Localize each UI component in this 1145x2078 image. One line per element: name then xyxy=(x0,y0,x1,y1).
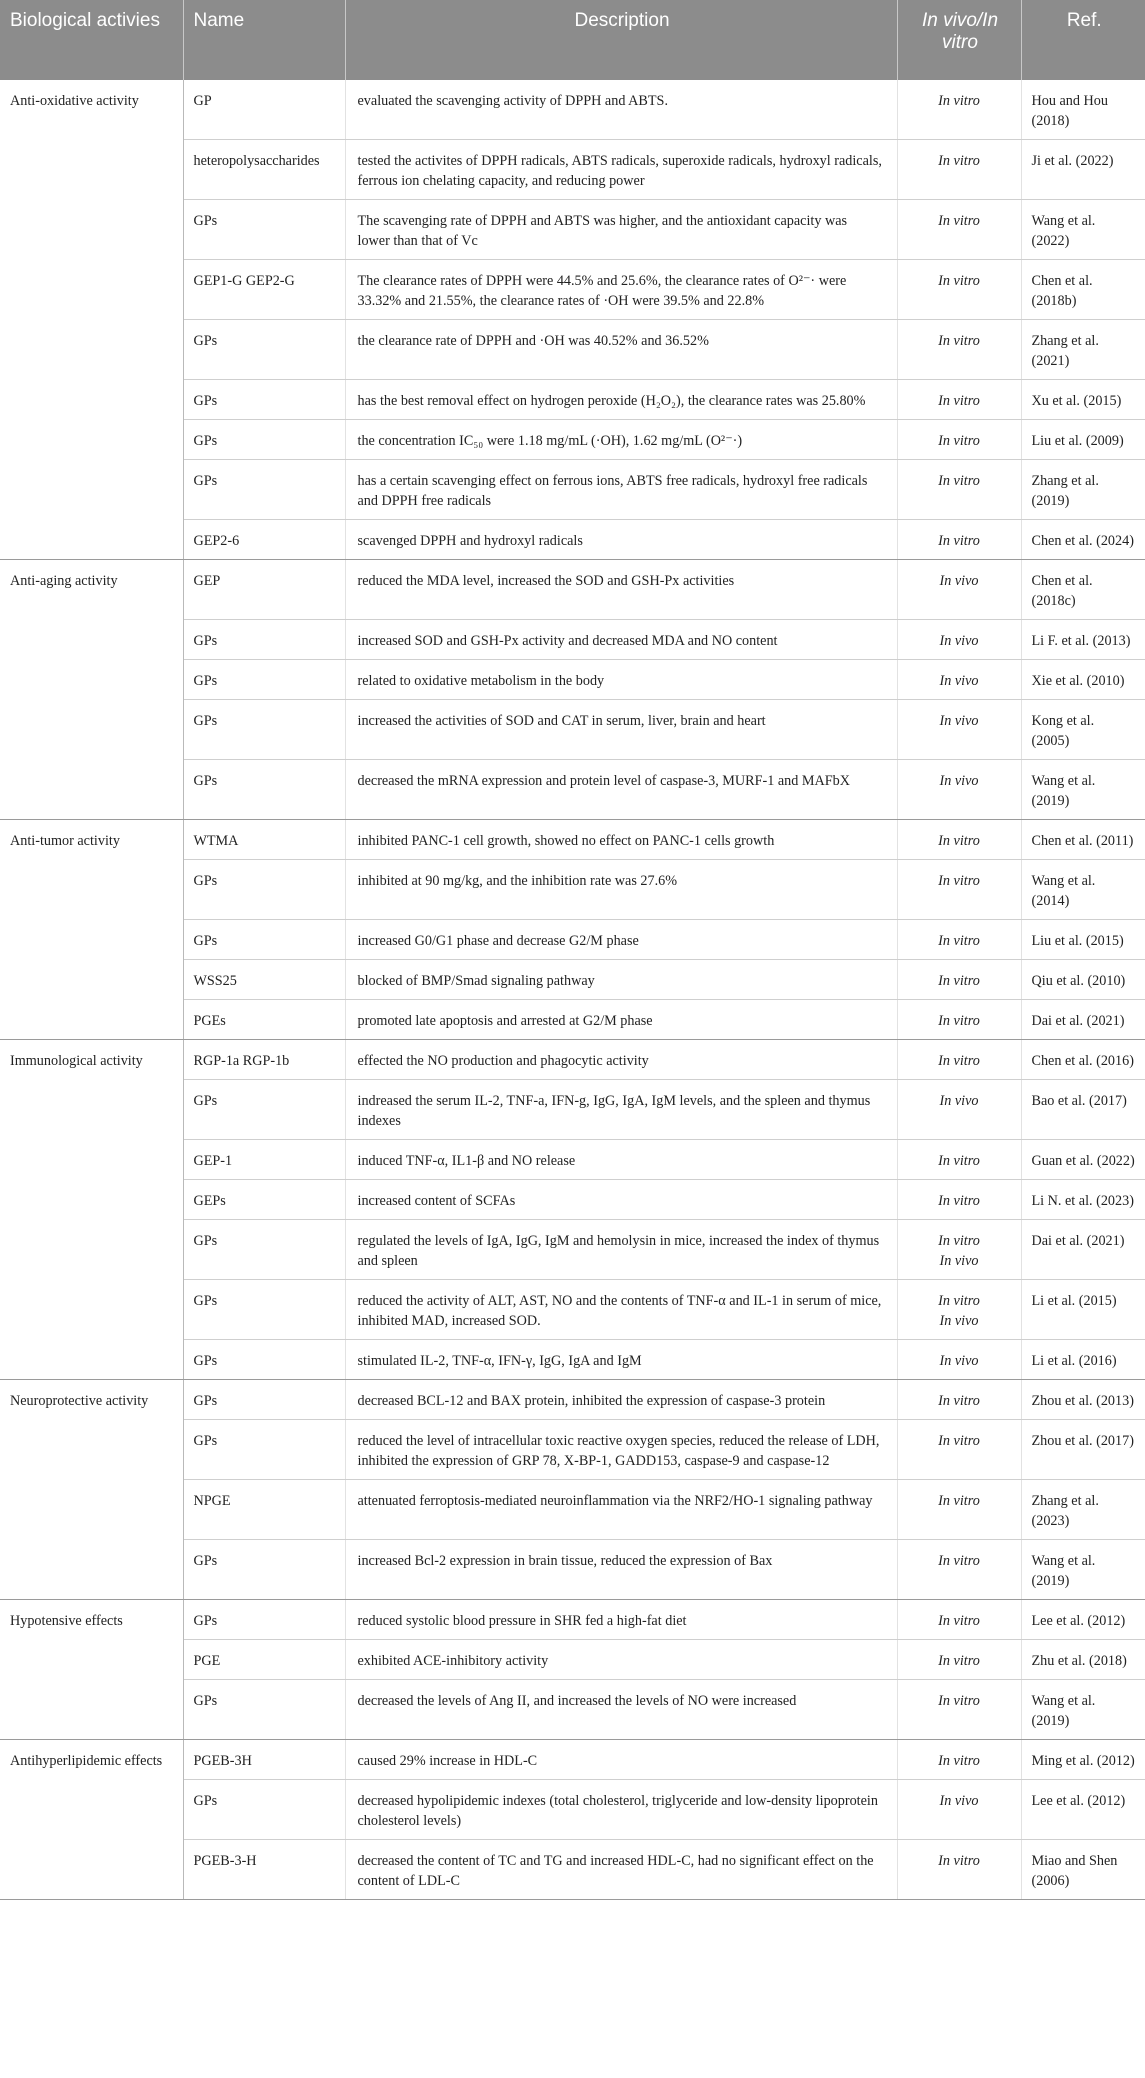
name-cell: GEPs xyxy=(183,1180,345,1220)
name-cell: GPs xyxy=(183,920,345,960)
description-cell: evaluated the scavenging activity of DPPH and ABTS. xyxy=(345,80,897,140)
reference-cell: Chen et al. (2024) xyxy=(1021,520,1145,560)
study-type: In vitro xyxy=(938,1193,980,1209)
description-cell: The scavenging rate of DPPH and ABTS was higher, and the antioxidant capacity was lower than that of Vc xyxy=(345,200,897,260)
invivo-cell xyxy=(897,520,1021,560)
table-row xyxy=(0,80,1145,140)
table-row xyxy=(0,560,1145,620)
name-cell: GPs xyxy=(183,1380,345,1420)
name-cell: PGE xyxy=(183,1640,345,1680)
name-cell: GPs xyxy=(183,1540,345,1600)
invivo-cell xyxy=(897,760,1021,820)
description-cell: reduced systolic blood pressure in SHR fed a high-fat diet xyxy=(345,1600,897,1640)
category-cell: Anti-oxidative activity xyxy=(0,80,183,560)
description-cell: reduced the activity of ALT, AST, NO and the contents of TNF-α and IL-1 in serum of mice, inhibited MAD, increased SOD. xyxy=(345,1280,897,1340)
study-type: In vitro xyxy=(938,1433,980,1449)
reference-cell: Wang et al. (2019) xyxy=(1021,760,1145,820)
study-type: In vitro xyxy=(938,873,980,889)
study-type: In vitro xyxy=(938,93,980,109)
study-type: In vitro xyxy=(938,393,980,409)
invivo-cell xyxy=(897,660,1021,700)
invivo-cell xyxy=(897,1780,1021,1840)
reference-cell: Wang et al. (2019) xyxy=(1021,1680,1145,1740)
description-cell: increased the activities of SOD and CAT in serum, liver, brain and heart xyxy=(345,700,897,760)
reference-cell: Chen et al. (2018b) xyxy=(1021,260,1145,320)
study-type: In vitro xyxy=(938,1853,980,1869)
description-cell: increased Bcl-2 expression in brain tissue, reduced the expression of Bax xyxy=(345,1540,897,1600)
invivo-cell xyxy=(897,1000,1021,1040)
category-cell: Anti-tumor activity xyxy=(0,820,183,1040)
name-cell: GEP1-G GEP2-G xyxy=(183,260,345,320)
invivo-cell xyxy=(897,420,1021,460)
invivo-cell xyxy=(897,1540,1021,1600)
name-cell: GPs xyxy=(183,700,345,760)
description-cell: has the best removal effect on hydrogen peroxide (H₂O₂), the clearance rates was 25.80% xyxy=(345,380,897,420)
reference-cell: Chen et al. (2011) xyxy=(1021,820,1145,860)
name-cell: PGEB-3-H xyxy=(183,1840,345,1900)
table-row xyxy=(0,1040,1145,1080)
header-name: Name xyxy=(183,0,345,80)
name-cell: PGEB-3H xyxy=(183,1740,345,1780)
name-cell: GPs xyxy=(183,1080,345,1140)
invivo-cell xyxy=(897,620,1021,660)
reference-cell: Xu et al. (2015) xyxy=(1021,380,1145,420)
reference-cell: Hou and Hou (2018) xyxy=(1021,80,1145,140)
description-cell: scavenged DPPH and hydroxyl radicals xyxy=(345,520,897,560)
category-cell: Immunological activity xyxy=(0,1040,183,1380)
description-cell: increased G0/G1 phase and decrease G2/M phase xyxy=(345,920,897,960)
invivo-cell xyxy=(897,380,1021,420)
invivo-cell xyxy=(897,860,1021,920)
study-type: In vivo xyxy=(939,673,979,689)
name-cell: GPs xyxy=(183,620,345,660)
name-cell: GPs xyxy=(183,1420,345,1480)
reference-cell: Zhang et al. (2021) xyxy=(1021,320,1145,380)
reference-cell: Miao and Shen (2006) xyxy=(1021,1840,1145,1900)
study-type: In vitro xyxy=(938,1233,980,1249)
category-cell: Neuroprotective activity xyxy=(0,1380,183,1600)
name-cell: GPs xyxy=(183,1600,345,1640)
name-cell: RGP-1a RGP-1b xyxy=(183,1040,345,1080)
name-cell: GPs xyxy=(183,1780,345,1840)
name-cell: WTMA xyxy=(183,820,345,860)
study-type: In vivo xyxy=(939,1353,979,1369)
name-cell: GPs xyxy=(183,1680,345,1740)
study-type: In vivo xyxy=(939,633,979,649)
study-type: In vitro xyxy=(938,533,980,549)
invivo-cell xyxy=(897,140,1021,200)
name-cell: GPs xyxy=(183,320,345,380)
reference-cell: Wang et al. (2019) xyxy=(1021,1540,1145,1600)
reference-cell: Ming et al. (2012) xyxy=(1021,1740,1145,1780)
study-type: In vivo xyxy=(939,1313,979,1329)
reference-cell: Kong et al. (2005) xyxy=(1021,700,1145,760)
description-cell: has a certain scavenging effect on ferrous ions, ABTS free radicals, hydroxyl free radicals and DPPH free radicals xyxy=(345,460,897,520)
description-cell: attenuated ferroptosis-mediated neuroinflammation via the NRF2/HO-1 signaling pathway xyxy=(345,1480,897,1540)
reference-cell: Li et al. (2015) xyxy=(1021,1280,1145,1340)
invivo-cell xyxy=(897,260,1021,320)
invivo-cell xyxy=(897,1640,1021,1680)
category-cell: Antihyperlipidemic effects xyxy=(0,1740,183,1900)
study-type: In vitro xyxy=(938,213,980,229)
study-type: In vitro xyxy=(938,1753,980,1769)
study-type: In vitro xyxy=(938,1053,980,1069)
description-cell: blocked of BMP/Smad signaling pathway xyxy=(345,960,897,1000)
reference-cell: Dai et al. (2021) xyxy=(1021,1000,1145,1040)
category-cell: Hypotensive effects xyxy=(0,1600,183,1740)
study-type: In vitro xyxy=(938,1153,980,1169)
description-cell: inhibited at 90 mg/kg, and the inhibition rate was 27.6% xyxy=(345,860,897,920)
invivo-cell xyxy=(897,1600,1021,1640)
reference-cell: Bao et al. (2017) xyxy=(1021,1080,1145,1140)
description-cell: increased content of SCFAs xyxy=(345,1180,897,1220)
study-type: In vivo xyxy=(939,573,979,589)
invivo-cell xyxy=(897,1140,1021,1180)
invivo-cell xyxy=(897,1340,1021,1380)
invivo-cell xyxy=(897,1220,1021,1280)
name-cell: GPs xyxy=(183,860,345,920)
name-cell: GPs xyxy=(183,1220,345,1280)
description-cell: caused 29% increase in HDL-C xyxy=(345,1740,897,1780)
invivo-cell xyxy=(897,560,1021,620)
study-type: In vitro xyxy=(938,1013,980,1029)
description-cell: reduced the level of intracellular toxic reactive oxygen species, reduced the release of LDH, inhibited the expression of GRP 78, X-BP-1, GADD153, caspase-9 and caspase-12 xyxy=(345,1420,897,1480)
name-cell: GPs xyxy=(183,200,345,260)
name-cell: GP xyxy=(183,80,345,140)
reference-cell: Li et al. (2016) xyxy=(1021,1340,1145,1380)
study-type: In vitro xyxy=(938,1613,980,1629)
invivo-cell xyxy=(897,320,1021,380)
description-cell: related to oxidative metabolism in the body xyxy=(345,660,897,700)
study-type: In vivo xyxy=(939,1793,979,1809)
invivo-cell xyxy=(897,460,1021,520)
reference-cell: Zhou et al. (2017) xyxy=(1021,1420,1145,1480)
table-row xyxy=(0,820,1145,860)
study-type: In vitro xyxy=(938,1493,980,1509)
name-cell: GPs xyxy=(183,460,345,520)
reference-cell: Li N. et al. (2023) xyxy=(1021,1180,1145,1220)
study-type: In vitro xyxy=(938,1553,980,1569)
invivo-cell xyxy=(897,1180,1021,1220)
header-invivo: In vivo/In vitro xyxy=(897,0,1021,80)
study-type: In vivo xyxy=(939,713,979,729)
study-type: In vitro xyxy=(938,1653,980,1669)
reference-cell: Ji et al. (2022) xyxy=(1021,140,1145,200)
study-type: In vitro xyxy=(938,1393,980,1409)
table-row xyxy=(0,1740,1145,1780)
description-cell: inhibited PANC-1 cell growth, showed no effect on PANC-1 cells growth xyxy=(345,820,897,860)
description-cell: tested the activites of DPPH radicals, ABTS radicals, superoxide radicals, hydroxyl radicals, ferrous ion chelating capacity, and reducing power xyxy=(345,140,897,200)
study-type: In vitro xyxy=(938,1293,980,1309)
category-cell: Anti-aging activity xyxy=(0,560,183,820)
description-cell: decreased hypolipidemic indexes (total cholesterol, triglyceride and low-density lipoprotein cholesterol levels) xyxy=(345,1780,897,1840)
description-cell: effected the NO production and phagocytic activity xyxy=(345,1040,897,1080)
description-cell: reduced the MDA level, increased the SOD and GSH-Px activities xyxy=(345,560,897,620)
reference-cell: Lee et al. (2012) xyxy=(1021,1600,1145,1640)
name-cell: GEP xyxy=(183,560,345,620)
reference-cell: Qiu et al. (2010) xyxy=(1021,960,1145,1000)
study-type: In vivo xyxy=(939,1093,979,1109)
header-description: Description xyxy=(345,0,897,80)
reference-cell: Wang et al. (2014) xyxy=(1021,860,1145,920)
study-type: In vitro xyxy=(938,1693,980,1709)
description-cell: the clearance rate of DPPH and ·OH was 40.52% and 36.52% xyxy=(345,320,897,380)
name-cell: GEP2-6 xyxy=(183,520,345,560)
reference-cell: Guan et al. (2022) xyxy=(1021,1140,1145,1180)
invivo-cell xyxy=(897,1280,1021,1340)
invivo-cell xyxy=(897,1740,1021,1780)
description-cell: indreased the serum IL-2, TNF-a, IFN-g, IgG, IgA, IgM levels, and the spleen and thymus indexes xyxy=(345,1080,897,1140)
reference-cell: Chen et al. (2018c) xyxy=(1021,560,1145,620)
reference-cell: Liu et al. (2015) xyxy=(1021,920,1145,960)
name-cell: heteropolysaccharides xyxy=(183,140,345,200)
table-row xyxy=(0,1380,1145,1420)
name-cell: PGEs xyxy=(183,1000,345,1040)
description-cell: The clearance rates of DPPH were 44.5% and 25.6%, the clearance rates of O²⁻· were 33.32% and 21.55%, the clearance rates of ·OH were 39.5% and 22.8% xyxy=(345,260,897,320)
study-type: In vitro xyxy=(938,933,980,949)
description-cell: stimulated IL-2, TNF-α, IFN-γ, IgG, IgA and IgM xyxy=(345,1340,897,1380)
name-cell: GPs xyxy=(183,420,345,460)
study-type: In vitro xyxy=(938,273,980,289)
reference-cell: Xie et al. (2010) xyxy=(1021,660,1145,700)
description-cell: increased SOD and GSH-Px activity and decreased MDA and NO content xyxy=(345,620,897,660)
study-type: In vitro xyxy=(938,153,980,169)
name-cell: GPs xyxy=(183,660,345,700)
name-cell: GPs xyxy=(183,760,345,820)
name-cell: GPs xyxy=(183,380,345,420)
invivo-cell xyxy=(897,1040,1021,1080)
reference-cell: Wang et al. (2022) xyxy=(1021,200,1145,260)
description-cell: exhibited ACE-inhibitory activity xyxy=(345,1640,897,1680)
reference-cell: Li F. et al. (2013) xyxy=(1021,620,1145,660)
invivo-cell xyxy=(897,700,1021,760)
study-type: In vitro xyxy=(938,833,980,849)
description-cell: the concentration IC₅₀ were 1.18 mg/mL (·OH), 1.62 mg/mL (O²⁻·) xyxy=(345,420,897,460)
header-ref: Ref. xyxy=(1021,0,1145,80)
invivo-cell xyxy=(897,80,1021,140)
reference-cell: Zhang et al. (2023) xyxy=(1021,1480,1145,1540)
name-cell: GEP-1 xyxy=(183,1140,345,1180)
study-type: In vitro xyxy=(938,473,980,489)
description-cell: decreased the mRNA expression and protein level of caspase-3, MURF-1 and MAFbX xyxy=(345,760,897,820)
invivo-cell xyxy=(897,1480,1021,1540)
invivo-cell xyxy=(897,960,1021,1000)
description-cell: decreased BCL-12 and BAX protein, inhibited the expression of caspase-3 protein xyxy=(345,1380,897,1420)
invivo-cell xyxy=(897,1840,1021,1900)
reference-cell: Zhou et al. (2013) xyxy=(1021,1380,1145,1420)
name-cell: WSS25 xyxy=(183,960,345,1000)
reference-cell: Zhang et al. (2019) xyxy=(1021,460,1145,520)
reference-cell: Lee et al. (2012) xyxy=(1021,1780,1145,1840)
study-type: In vivo xyxy=(939,773,979,789)
invivo-cell xyxy=(897,1080,1021,1140)
reference-cell: Liu et al. (2009) xyxy=(1021,420,1145,460)
description-cell: induced TNF-α, IL1-β and NO release xyxy=(345,1140,897,1180)
invivo-cell xyxy=(897,1420,1021,1480)
reference-cell: Dai et al. (2021) xyxy=(1021,1220,1145,1280)
description-cell: decreased the levels of Ang II, and increased the levels of NO were increased xyxy=(345,1680,897,1740)
invivo-cell xyxy=(897,1680,1021,1740)
invivo-cell xyxy=(897,1380,1021,1420)
name-cell: GPs xyxy=(183,1280,345,1340)
reference-cell: Chen et al. (2016) xyxy=(1021,1040,1145,1080)
header-activities: Biological activies xyxy=(0,0,183,80)
invivo-cell xyxy=(897,200,1021,260)
description-cell: promoted late apoptosis and arrested at G2/M phase xyxy=(345,1000,897,1040)
study-type: In vitro xyxy=(938,333,980,349)
header-row xyxy=(0,0,1145,80)
study-type: In vitro xyxy=(938,973,980,989)
study-type: In vivo xyxy=(939,1253,979,1269)
description-cell: regulated the levels of IgA, IgG, IgM and hemolysin in mice, increased the index of thymus and spleen xyxy=(345,1220,897,1280)
table-body xyxy=(0,80,1145,1900)
name-cell: NPGE xyxy=(183,1480,345,1540)
invivo-cell xyxy=(897,820,1021,860)
study-type: In vitro xyxy=(938,433,980,449)
invivo-cell xyxy=(897,920,1021,960)
table-row xyxy=(0,1600,1145,1640)
name-cell: GPs xyxy=(183,1340,345,1380)
description-cell: decreased the content of TC and TG and increased HDL-C, had no significant effect on the content of LDL-C xyxy=(345,1840,897,1900)
reference-cell: Zhu et al. (2018) xyxy=(1021,1640,1145,1680)
